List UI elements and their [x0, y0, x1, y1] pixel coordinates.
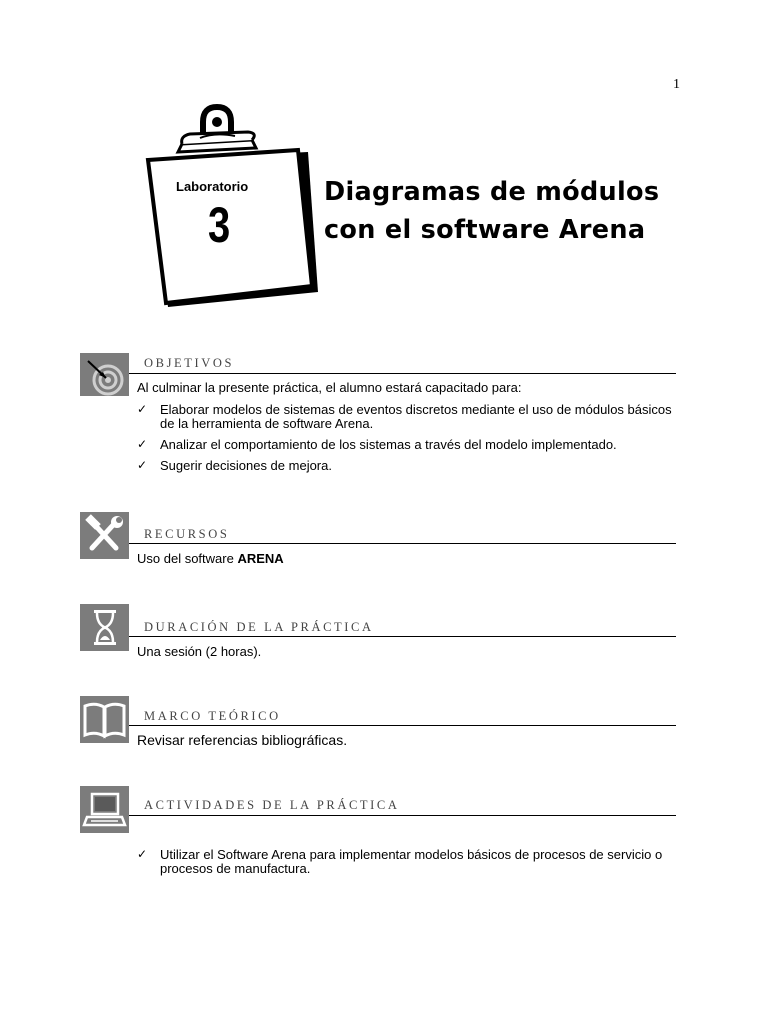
page-title	[324, 173, 659, 249]
book-icon	[80, 696, 129, 743]
actividades-rule	[129, 815, 676, 816]
duracion-heading: DURACIÓN DE LA PRÁCTICA	[144, 620, 374, 634]
duracion-icon-box	[80, 604, 129, 651]
computer-icon	[80, 786, 129, 833]
marco-text: Revisar referencias bibliográficas.	[137, 732, 348, 748]
hourglass-icon	[80, 604, 129, 651]
duracion-rule	[129, 636, 676, 637]
recursos-heading: RECURSOS	[144, 527, 230, 541]
recursos-icon-box	[80, 512, 129, 559]
recursos-text: Uso del software ARENA	[137, 551, 284, 566]
lab-label: Laboratorio	[176, 179, 249, 194]
target-icon	[80, 353, 129, 396]
objetivos-intro: Al culminar la presente práctica, el alumno estará capacitado para:	[137, 380, 522, 395]
title-line-2: con el software Arena	[324, 215, 646, 245]
marco-icon-box	[80, 696, 129, 743]
duracion-text: Una sesión (2 horas).	[137, 644, 262, 659]
check-icon: ✓	[137, 458, 148, 472]
lab-number: 3	[208, 197, 230, 253]
clipboard-icon	[140, 102, 325, 317]
check-icon: ✓	[137, 847, 148, 861]
title-line-1: Diagramas de módulos	[324, 177, 660, 207]
actividades-icon-box	[80, 786, 129, 833]
marco-heading: MARCO TEÓRICO	[144, 709, 281, 723]
actividades-heading: ACTIVIDADES DE LA PRÁCTICA	[144, 798, 400, 812]
tools-icon	[80, 512, 129, 559]
software-name: ARENA	[237, 551, 284, 566]
page-number: 1	[673, 77, 680, 92]
objetivos-icon-box	[80, 353, 129, 396]
recursos-rule	[129, 543, 676, 544]
objetivos-rule	[129, 373, 676, 374]
check-icon: ✓	[137, 402, 148, 416]
check-icon: ✓	[137, 437, 148, 451]
objetivos-heading: OBJETIVOS	[144, 356, 235, 370]
marco-rule	[129, 725, 676, 726]
